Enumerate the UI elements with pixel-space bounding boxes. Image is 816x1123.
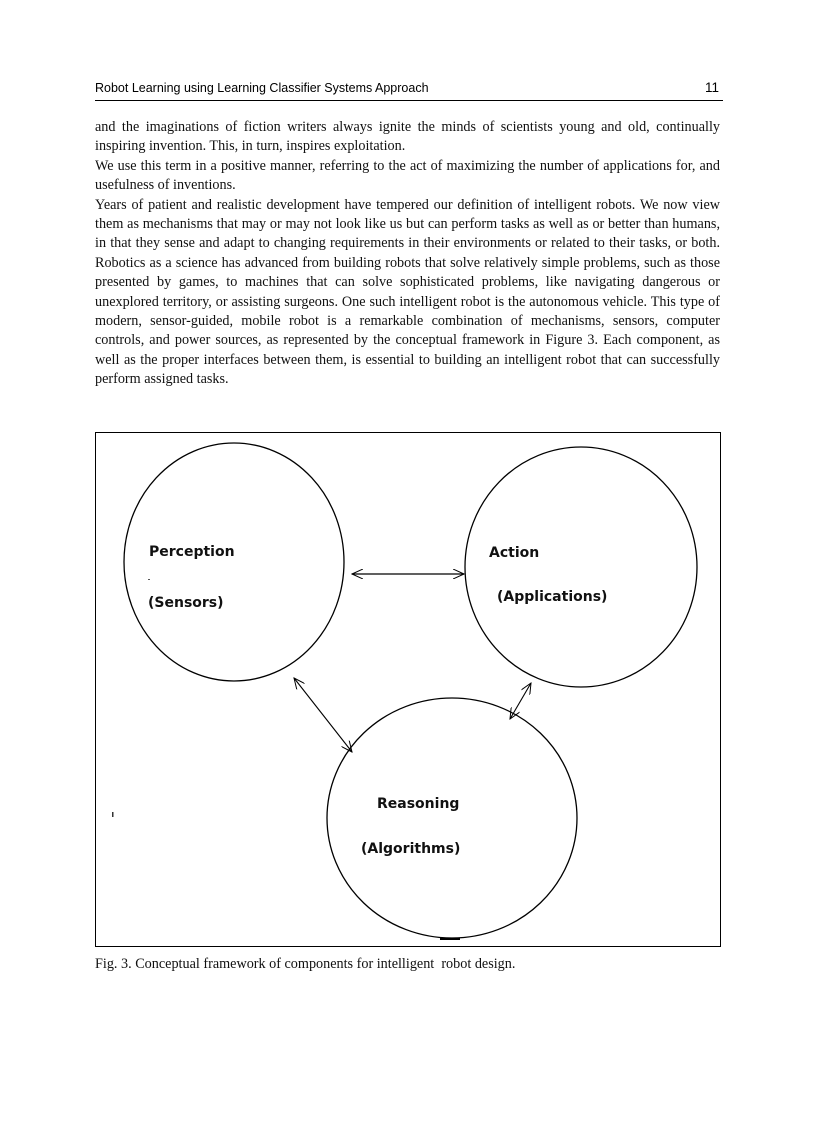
perception-title: Perception [149, 544, 235, 560]
running-header [95, 80, 723, 101]
stray-mark [148, 579, 150, 580]
reasoning-subtitle: (Algorithms) [361, 841, 461, 857]
paragraph: and the imaginations of fiction writers always ignite the minds of scientists young and old, continually inspiring invention. This, in turn, inspires exploitation. [95, 119, 720, 155]
body-text [95, 118, 720, 390]
perception-circle [124, 443, 344, 681]
action-circle [465, 447, 697, 687]
conceptual-framework-diagram [96, 433, 720, 946]
stray-mark [112, 812, 114, 817]
reasoning-circle [327, 698, 577, 938]
perception-subtitle: (Sensors) [148, 595, 224, 611]
reasoning-title: Reasoning [377, 796, 460, 812]
running-header-title: Robot Learning using Learning Classifier Systems Approach [95, 81, 429, 95]
page-number: 11 [704, 80, 719, 95]
action-title: Action [489, 545, 540, 561]
action-subtitle: (Applications) [497, 589, 608, 605]
arrow-perception-reasoning [294, 678, 352, 752]
paragraph: We use this term in a positive manner, referring to the act of maximizing the number of applications for, and usefulness of inventions. [95, 157, 720, 194]
figure-3 [95, 432, 721, 947]
paragraph: Years of patient and realistic development have tempered our definition of intelligent robots. We now view them as mechanisms that may or may not look like us but can perform tasks as well as or better than humans, in that they sense and adapt to changing requirements in their environments or related to their tasks, or both. Robotics as a science has advanced from building robots that solve relatively simple problems, such as those presented by games, to machines that can solve sophisticated problems, like navigating dangerous or unexplored territory, or assisting surgeons. One such intelligent robot is the autonomous vehicle. This type of modern, sensor-guided, mobile robot is a remarkable combination of mechanisms, sensors, computer controls, and power sources, as represented by the conceptual framework in Figure 3. Each component, as well as the proper interfaces between them, is essential to building an intelligent robot that can successfully perform assigned tasks. [95, 196, 720, 388]
arrow-action-reasoning [510, 683, 531, 719]
bottom-tick-mark [440, 938, 460, 940]
figure-caption: Fig. 3. Conceptual framework of components for intelligent robot design. [95, 956, 516, 972]
